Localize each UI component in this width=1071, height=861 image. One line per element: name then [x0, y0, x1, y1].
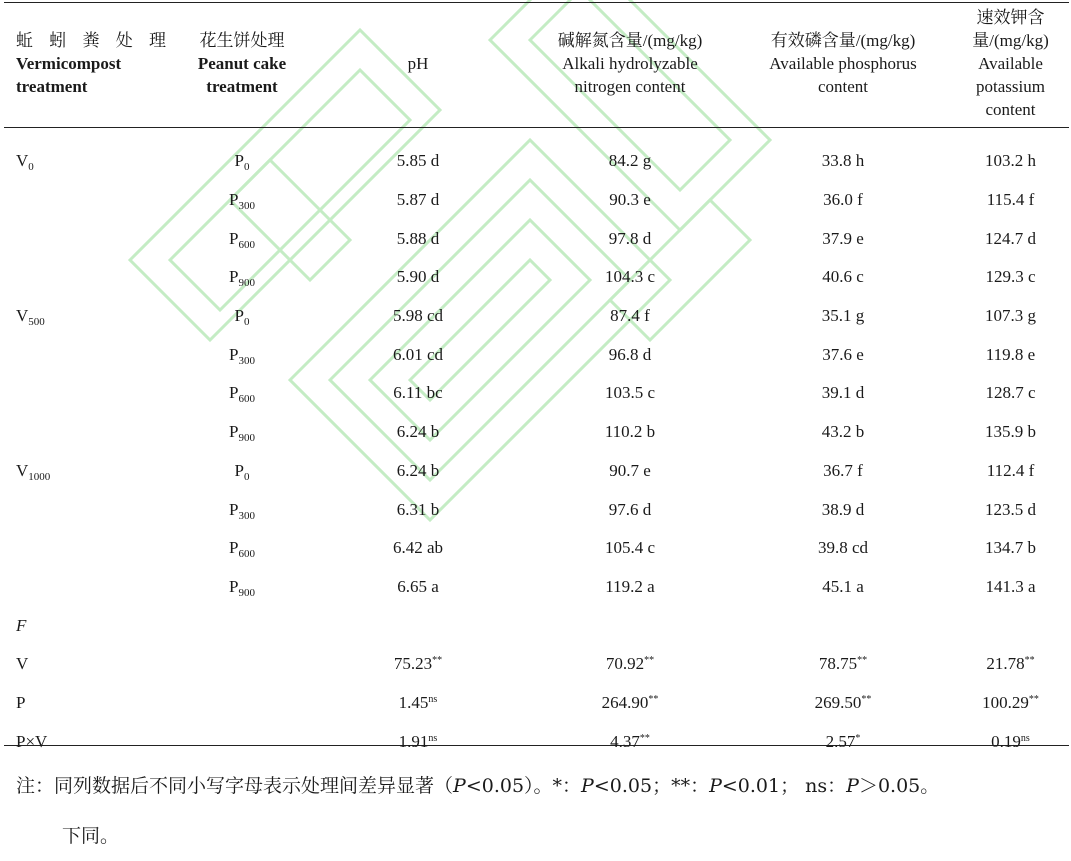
empty-cell: [174, 645, 310, 684]
table-row: [4, 413, 1069, 452]
f-value: 4.37: [610, 731, 640, 751]
treatment-p-subscript: 900: [238, 277, 255, 290]
cell-peanut: [174, 452, 310, 491]
header-peanut-en1: Peanut cake: [197, 53, 287, 73]
significance-mark: **: [857, 655, 868, 667]
header-phosphorus-cn: 有效磷含量/(mg/kg): [770, 30, 916, 50]
cell-nitrogen: 90.7 e: [609, 460, 651, 480]
header-vermicompost-en1: Vermicompost: [16, 53, 122, 73]
cell-ph: 6.65 a: [397, 576, 439, 596]
f-value: 0.19: [991, 731, 1021, 751]
table-row: [4, 219, 1069, 258]
treatment-p-subscript: 0: [243, 470, 250, 483]
f-cell-potassium: [952, 684, 1069, 723]
header-potassium-en2: potassium: [976, 76, 1045, 96]
treatment-p-label: P: [229, 499, 239, 519]
cell-peanut: [174, 181, 310, 220]
cell-phosphorus: 33.8 h: [821, 151, 865, 171]
f-value: 75.23: [393, 654, 433, 674]
cell-potassium: 135.9 b: [985, 422, 1036, 442]
header-phosphorus-en1: Available phosphorus: [769, 53, 917, 73]
f-cell-nitrogen: [526, 645, 734, 684]
table-row: [4, 490, 1069, 529]
table-row: [4, 568, 1069, 607]
header-potassium-cn2: 量/(mg/kg): [972, 30, 1049, 50]
treatment-p-label: P: [229, 267, 239, 287]
cell-potassium: 107.3 g: [985, 306, 1036, 326]
f-row: [4, 645, 1069, 684]
header-vermicompost-en2: treatment: [16, 76, 88, 96]
cell-potassium: 103.2 h: [985, 151, 1036, 171]
treatment-p-label: P: [229, 190, 239, 210]
cell-peanut: [174, 529, 310, 568]
cell-ph: 6.11 bc: [393, 383, 443, 403]
note-text: 注：同列数据后不同小写字母表示处理间差异显著（: [16, 775, 454, 797]
treatment-p-subscript: 600: [238, 393, 255, 406]
treatment-p-subscript: 600: [238, 548, 255, 561]
cell-peanut: [174, 258, 310, 297]
header-potassium-en1: Available: [978, 53, 1043, 73]
header-phosphorus: [734, 0, 952, 126]
cell-peanut: [174, 126, 310, 181]
data-table: [4, 0, 1069, 761]
f-value: 70.92: [605, 654, 645, 674]
f-row-label: P×V: [16, 731, 48, 751]
f-cell-potassium: [952, 645, 1069, 684]
significance-mark: **: [1024, 655, 1035, 667]
cell-potassium: 129.3 c: [985, 267, 1036, 287]
cell-nitrogen: 97.6 d: [608, 499, 652, 519]
f-row: [4, 722, 1069, 761]
cell-ph: 6.24 b: [396, 460, 440, 480]
f-value: 1.91: [398, 731, 429, 751]
cell-potassium: 128.7 c: [985, 383, 1036, 403]
cell-vermicompost: [4, 490, 174, 529]
f-cell-ph: [310, 645, 526, 684]
cell-potassium: 119.8 e: [985, 344, 1036, 364]
cell-peanut: [174, 297, 310, 336]
cell-ph: 5.87 d: [396, 190, 440, 210]
cell-vermicompost: [4, 181, 174, 220]
f-value: 2.57: [825, 731, 856, 751]
cell-phosphorus: 38.9 d: [821, 499, 865, 519]
f-label: F: [16, 615, 27, 635]
empty-cell: [174, 606, 310, 645]
note-text: <0.05）。*：: [465, 775, 582, 797]
cell-vermicompost: [4, 297, 174, 336]
cell-phosphorus: 43.2 b: [821, 422, 865, 442]
treatment-v-subscript: 1000: [28, 470, 51, 483]
cell-phosphorus: 37.6 e: [822, 344, 864, 364]
header-potassium: [952, 0, 1069, 126]
empty-cell: [174, 684, 310, 723]
cell-nitrogen: 90.3 e: [609, 190, 651, 210]
f-value: 264.90: [601, 692, 649, 712]
significance-mark: ns: [428, 732, 438, 744]
cell-ph: 6.24 b: [396, 422, 440, 442]
cell-peanut: [174, 374, 310, 413]
cell-vermicompost: [4, 335, 174, 374]
header-ph: [310, 0, 526, 126]
treatment-p-subscript: 900: [238, 586, 255, 599]
cell-vermicompost: [4, 413, 174, 452]
cell-nitrogen: 84.2 g: [608, 151, 652, 171]
treatment-p-subscript: 0: [243, 161, 250, 174]
cell-nitrogen: 96.8 d: [608, 344, 652, 364]
treatment-v-subscript: 500: [28, 316, 45, 329]
header-nitrogen-cn: 碱解氮含量/(mg/kg): [557, 30, 703, 50]
note-text: <0.05；**：: [593, 775, 710, 797]
table-note: [16, 761, 1066, 861]
cell-phosphorus: 39.1 d: [821, 383, 865, 403]
cell-vermicompost: [4, 452, 174, 491]
cell-ph: 5.85 d: [396, 151, 440, 171]
treatment-p-label: P: [229, 228, 239, 248]
f-cell-ph: [310, 684, 526, 723]
treatment-p-subscript: 900: [238, 432, 255, 445]
cell-nitrogen: 87.4 f: [610, 306, 650, 326]
treatment-p-subscript: 300: [238, 354, 255, 367]
cell-phosphorus: 40.6 c: [822, 267, 864, 287]
table-row: [4, 335, 1069, 374]
header-nitrogen-en1: Alkali hydrolyzable: [562, 53, 698, 73]
f-cell-nitrogen: [526, 722, 734, 761]
significance-mark: **: [432, 655, 443, 667]
cell-nitrogen: 97.8 d: [608, 228, 652, 248]
treatment-p-label: P: [229, 383, 239, 403]
cell-ph: 5.90 d: [396, 267, 440, 287]
table-row: [4, 181, 1069, 220]
cell-vermicompost: [4, 568, 174, 607]
empty-cell: [526, 606, 734, 645]
cell-phosphorus: 45.1 a: [822, 576, 864, 596]
cell-phosphorus: 36.0 f: [823, 190, 863, 210]
treatment-v-subscript: 0: [28, 161, 34, 174]
note-line2: 下同。: [62, 825, 120, 847]
significance-mark: *: [855, 732, 861, 744]
header-vermicompost-cn: 蚯 蚓 粪 处 理: [16, 30, 172, 50]
header-nitrogen: [526, 0, 734, 126]
f-cell-phosphorus: [734, 645, 952, 684]
cell-potassium: 123.5 d: [985, 499, 1036, 519]
cell-peanut: [174, 490, 310, 529]
cell-nitrogen: 104.3 c: [604, 267, 656, 287]
cell-phosphorus: 37.9 e: [822, 228, 864, 248]
f-value: 269.50: [814, 692, 862, 712]
note-p-symbol: P: [453, 775, 466, 797]
treatment-p-label: P: [229, 422, 239, 442]
treatment-p-subscript: 600: [238, 238, 255, 251]
f-row-label: P: [16, 692, 26, 712]
table-row: [4, 529, 1069, 568]
table-row: [4, 452, 1069, 491]
treatment-p-label: P: [229, 538, 239, 558]
f-cell-phosphorus: [734, 722, 952, 761]
empty-cell: [952, 606, 1069, 645]
note-p-symbol: P: [846, 775, 859, 797]
table-row: [4, 126, 1069, 181]
significance-mark: **: [639, 732, 650, 744]
treatment-p-label: P: [234, 306, 244, 326]
treatment-p-label: P: [229, 576, 239, 596]
f-cell-phosphorus: [734, 684, 952, 723]
header-row: [4, 0, 1069, 126]
f-row-label: V: [16, 654, 29, 674]
treatment-v-label: V: [16, 460, 29, 480]
cell-potassium: 124.7 d: [985, 228, 1036, 248]
table-row: [4, 258, 1069, 297]
table-body: [4, 126, 1069, 761]
header-ph-label: pH: [407, 53, 429, 73]
treatment-p-label: P: [234, 151, 244, 171]
treatment-v-label: V: [16, 151, 29, 171]
header-phosphorus-en2: content: [817, 76, 869, 96]
f-cell-potassium: [952, 722, 1069, 761]
cell-vermicompost: [4, 529, 174, 568]
header-nitrogen-en2: nitrogen content: [574, 76, 686, 96]
header-peanut-en2: treatment: [206, 76, 278, 96]
cell-ph: 6.01 cd: [392, 344, 444, 364]
cell-ph: 5.98 cd: [392, 306, 444, 326]
f-value: 100.29: [982, 692, 1029, 712]
note-text: ＞0.05。: [858, 775, 940, 797]
treatment-p-label: P: [229, 344, 239, 364]
cell-nitrogen: 119.2 a: [605, 576, 655, 596]
cell-potassium: 115.4 f: [986, 190, 1035, 210]
cell-vermicompost: [4, 258, 174, 297]
cell-peanut: [174, 568, 310, 607]
significance-mark: **: [861, 693, 872, 705]
treatment-p-subscript: 300: [238, 509, 255, 522]
cell-vermicompost: [4, 219, 174, 258]
cell-peanut: [174, 219, 310, 258]
table-row: [4, 297, 1069, 336]
header-potassium-cn1: 速效钾含: [976, 7, 1045, 27]
cell-potassium: 134.7 b: [985, 538, 1036, 558]
treatment-v-label: V: [16, 306, 29, 326]
cell-peanut: [174, 335, 310, 374]
note-p-symbol: P: [581, 775, 594, 797]
cell-phosphorus: 39.8 cd: [817, 538, 869, 558]
header-peanut: [174, 0, 310, 126]
note-line1: [16, 775, 939, 797]
cell-nitrogen: 110.2 b: [604, 422, 656, 442]
significance-mark: **: [644, 655, 655, 667]
cell-potassium: 141.3 a: [985, 576, 1036, 596]
table-row: [4, 374, 1069, 413]
cell-nitrogen: 103.5 c: [604, 383, 656, 403]
cell-vermicompost: [4, 374, 174, 413]
header-vermicompost: [4, 0, 174, 126]
empty-cell: [174, 722, 310, 761]
significance-mark: ns: [1020, 732, 1030, 744]
f-cell-nitrogen: [526, 684, 734, 723]
cell-phosphorus: 35.1 g: [821, 306, 865, 326]
cell-nitrogen: 105.4 c: [604, 538, 656, 558]
f-label-row: [4, 606, 1069, 645]
significance-mark: ns: [428, 693, 438, 705]
f-value: 21.78: [986, 654, 1025, 674]
cell-phosphorus: 36.7 f: [823, 460, 863, 480]
cell-ph: 6.42 ab: [392, 538, 444, 558]
empty-cell: [310, 606, 526, 645]
cell-ph: 5.88 d: [396, 228, 440, 248]
cell-vermicompost: [4, 126, 174, 181]
empty-cell: [734, 606, 952, 645]
note-p-symbol: P: [709, 775, 722, 797]
header-peanut-cn: 花生饼处理: [199, 30, 285, 50]
significance-mark: **: [648, 693, 659, 705]
f-value: 78.75: [818, 654, 858, 674]
treatment-p-subscript: 0: [243, 316, 250, 329]
cell-ph: 6.31 b: [396, 499, 440, 519]
cell-potassium: 112.4 f: [986, 460, 1035, 480]
f-row: [4, 684, 1069, 723]
note-text: <0.01； ns：: [721, 775, 847, 797]
f-value: 1.45: [398, 692, 429, 712]
treatment-p-label: P: [234, 460, 244, 480]
f-cell-ph: [310, 722, 526, 761]
treatment-p-subscript: 300: [238, 200, 255, 213]
significance-mark: **: [1028, 693, 1039, 705]
header-potassium-en3: content: [985, 99, 1036, 119]
cell-peanut: [174, 413, 310, 452]
